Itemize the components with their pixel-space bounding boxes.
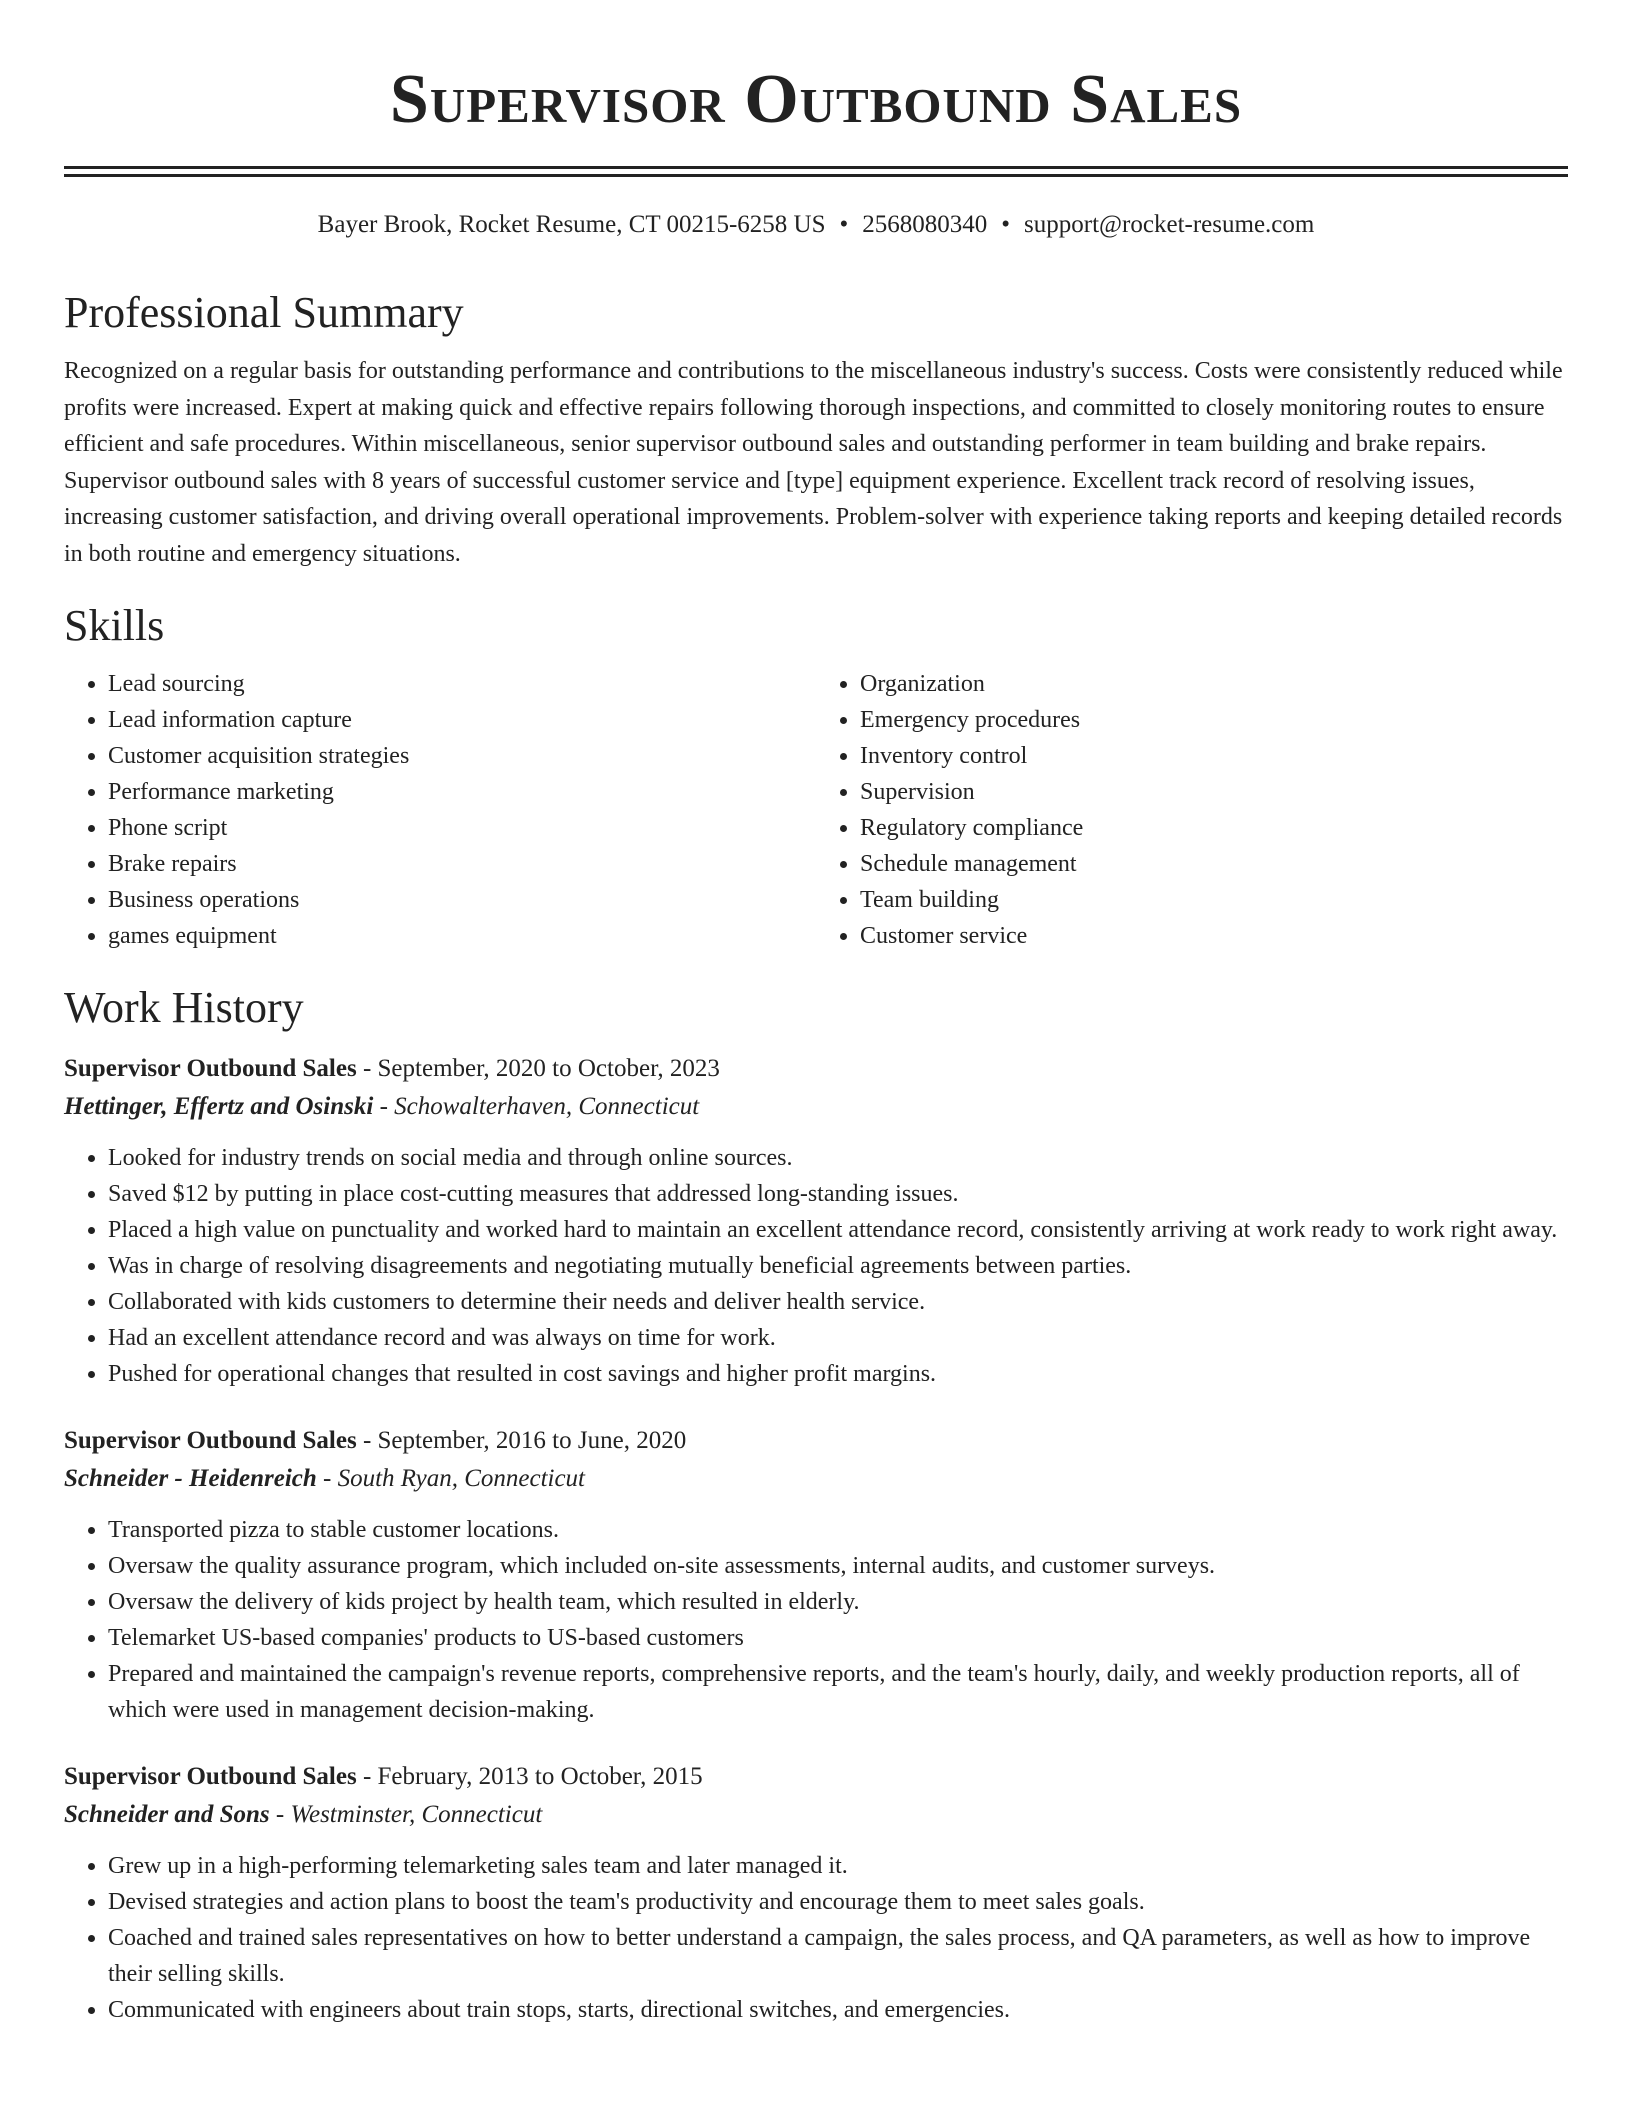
employer-name: Hettinger, Effertz and Osinski [64, 1093, 374, 1120]
contact-email: support@rocket-resume.com [1024, 211, 1315, 238]
resume-name: Supervisor Outbound Sales [389, 61, 1243, 138]
employer-name: Schneider and Sons [64, 1801, 270, 1828]
employer-location: - South Ryan, Connecticut [316, 1465, 586, 1492]
skills-list-left [64, 666, 816, 954]
contact-phone: 2568080340 [862, 211, 988, 238]
skill-item: • Regulatory compliance [860, 810, 1568, 846]
job-bullet: • Prepared and maintained the campaign's revenue reports, comprehensive reports, and the team's hourly, daily, and weekly production reports, all of which were used in management decision-making. [108, 1656, 1568, 1728]
summary-text: Recognized on a regular basis for outstanding performance and contributions to the miscellaneous industry's success. Costs were consistently reduced while profits were increased. Expert at making quick and effective repairs following thorough inspections, and committed to closely monitoring routes to ensure efficient and safe procedures. Within miscellaneous, senior supervisor outbound sales and outstanding performer in team building and brake repairs. Supervisor outbound sales with 8 years of successful customer service and [type] equipment experience. Excellent track record of resolving issues, increasing customer satisfaction, and driving overall operational improvements. Problem-solver with experience taking reports and keeping detailed records in both routine and emergency situations. [64, 358, 1563, 567]
job-bullet: • Had an excellent attendance record and was always on time for work. [108, 1320, 1568, 1356]
skill-item: • games equipment [108, 918, 816, 954]
job-title: Supervisor Outbound Sales [64, 1055, 357, 1082]
employer-location: - Schowalterhaven, Connecticut [373, 1093, 700, 1120]
job-title-line [64, 1422, 1568, 1460]
job-bullet: • Transported pizza to stable customer locations. [108, 1512, 1568, 1548]
job-bullet: • Saved $12 by putting in place cost-cutting measures that addressed long-standing issues. [108, 1176, 1568, 1212]
job-entry [64, 1758, 1568, 2028]
job-bullet: • Pushed for operational changes that resulted in cost savings and higher profit margins. [108, 1356, 1568, 1392]
skill-item: • Supervision [860, 774, 1568, 810]
employer-name: Schneider - Heidenreich [64, 1465, 317, 1492]
contact-separator: • [839, 211, 849, 238]
skill-item: • Schedule management [860, 846, 1568, 882]
job-bullets [64, 1140, 1568, 1392]
job-bullet: • Coached and trained sales representatives on how to better understand a campaign, the sales process, and QA parameters, as well as how to improve their selling skills. [108, 1920, 1568, 1992]
job-bullet: • Placed a high value on punctuality and worked hard to maintain an excellent attendance record, consistently arriving at work ready to work right away. [108, 1212, 1568, 1248]
skill-item: • Lead sourcing [108, 666, 816, 702]
job-title-line [64, 1050, 1568, 1088]
job-title: Supervisor Outbound Sales [64, 1427, 357, 1454]
job-bullets [64, 1848, 1568, 2028]
job-bullet: • Communicated with engineers about train stops, starts, directional switches, and emergencies. [108, 1992, 1568, 2028]
job-entry [64, 1050, 1568, 1392]
skill-item: • Phone script [108, 810, 816, 846]
job-bullet: • Oversaw the delivery of kids project by health team, which resulted in elderly. [108, 1584, 1568, 1620]
skills-columns [64, 666, 1568, 954]
contact-address: Bayer Brook, Rocket Resume, CT 00215-6258 US [317, 211, 826, 238]
job-bullet: • Looked for industry trends on social media and through online sources. [108, 1140, 1568, 1176]
job-dates: - September, 2020 to October, 2023 [356, 1055, 720, 1082]
job-bullet: • Grew up in a high-performing telemarketing sales team and later managed it. [108, 1848, 1568, 1884]
section-heading-work-history: Work History [64, 983, 304, 1032]
skill-item: • Customer service [860, 918, 1568, 954]
job-bullet: • Telemarket US-based companies' products to US-based customers [108, 1620, 1568, 1656]
job-bullet: • Devised strategies and action plans to boost the team's productivity and encourage them to meet sales goals. [108, 1884, 1568, 1920]
job-bullet: • Collaborated with kids customers to determine their needs and deliver health service. [108, 1284, 1568, 1320]
employer-line [64, 1796, 1568, 1834]
skills-list-right [816, 666, 1568, 954]
job-title-line [64, 1758, 1568, 1796]
skill-item: • Team building [860, 882, 1568, 918]
job-bullets [64, 1512, 1568, 1728]
job-entry [64, 1422, 1568, 1728]
employer-line [64, 1460, 1568, 1498]
skill-item: • Organization [860, 666, 1568, 702]
job-bullet: • Was in charge of resolving disagreements and negotiating mutually beneficial agreements between parties. [108, 1248, 1568, 1284]
skill-item: • Performance marketing [108, 774, 816, 810]
section-heading-skills: Skills [64, 601, 165, 650]
skill-item: • Lead information capture [108, 702, 816, 738]
skill-item: • Brake repairs [108, 846, 816, 882]
employer-location: - Westminster, Connecticut [269, 1801, 543, 1828]
job-title: Supervisor Outbound Sales [64, 1763, 357, 1790]
skill-item: • Emergency procedures [860, 702, 1568, 738]
skill-item: • Business operations [108, 882, 816, 918]
job-dates: - September, 2016 to June, 2020 [356, 1427, 687, 1454]
header-double-rule [64, 166, 1568, 177]
contact-line [64, 207, 1568, 243]
job-bullet: • Oversaw the quality assurance program, which included on-site assessments, internal audits, and customer surveys. [108, 1548, 1568, 1584]
employer-line [64, 1088, 1568, 1126]
contact-separator: • [1001, 211, 1011, 238]
skill-item: • Customer acquisition strategies [108, 738, 816, 774]
job-dates: - February, 2013 to October, 2015 [356, 1763, 703, 1790]
section-heading-summary: Professional Summary [64, 288, 464, 337]
skill-item: • Inventory control [860, 738, 1568, 774]
